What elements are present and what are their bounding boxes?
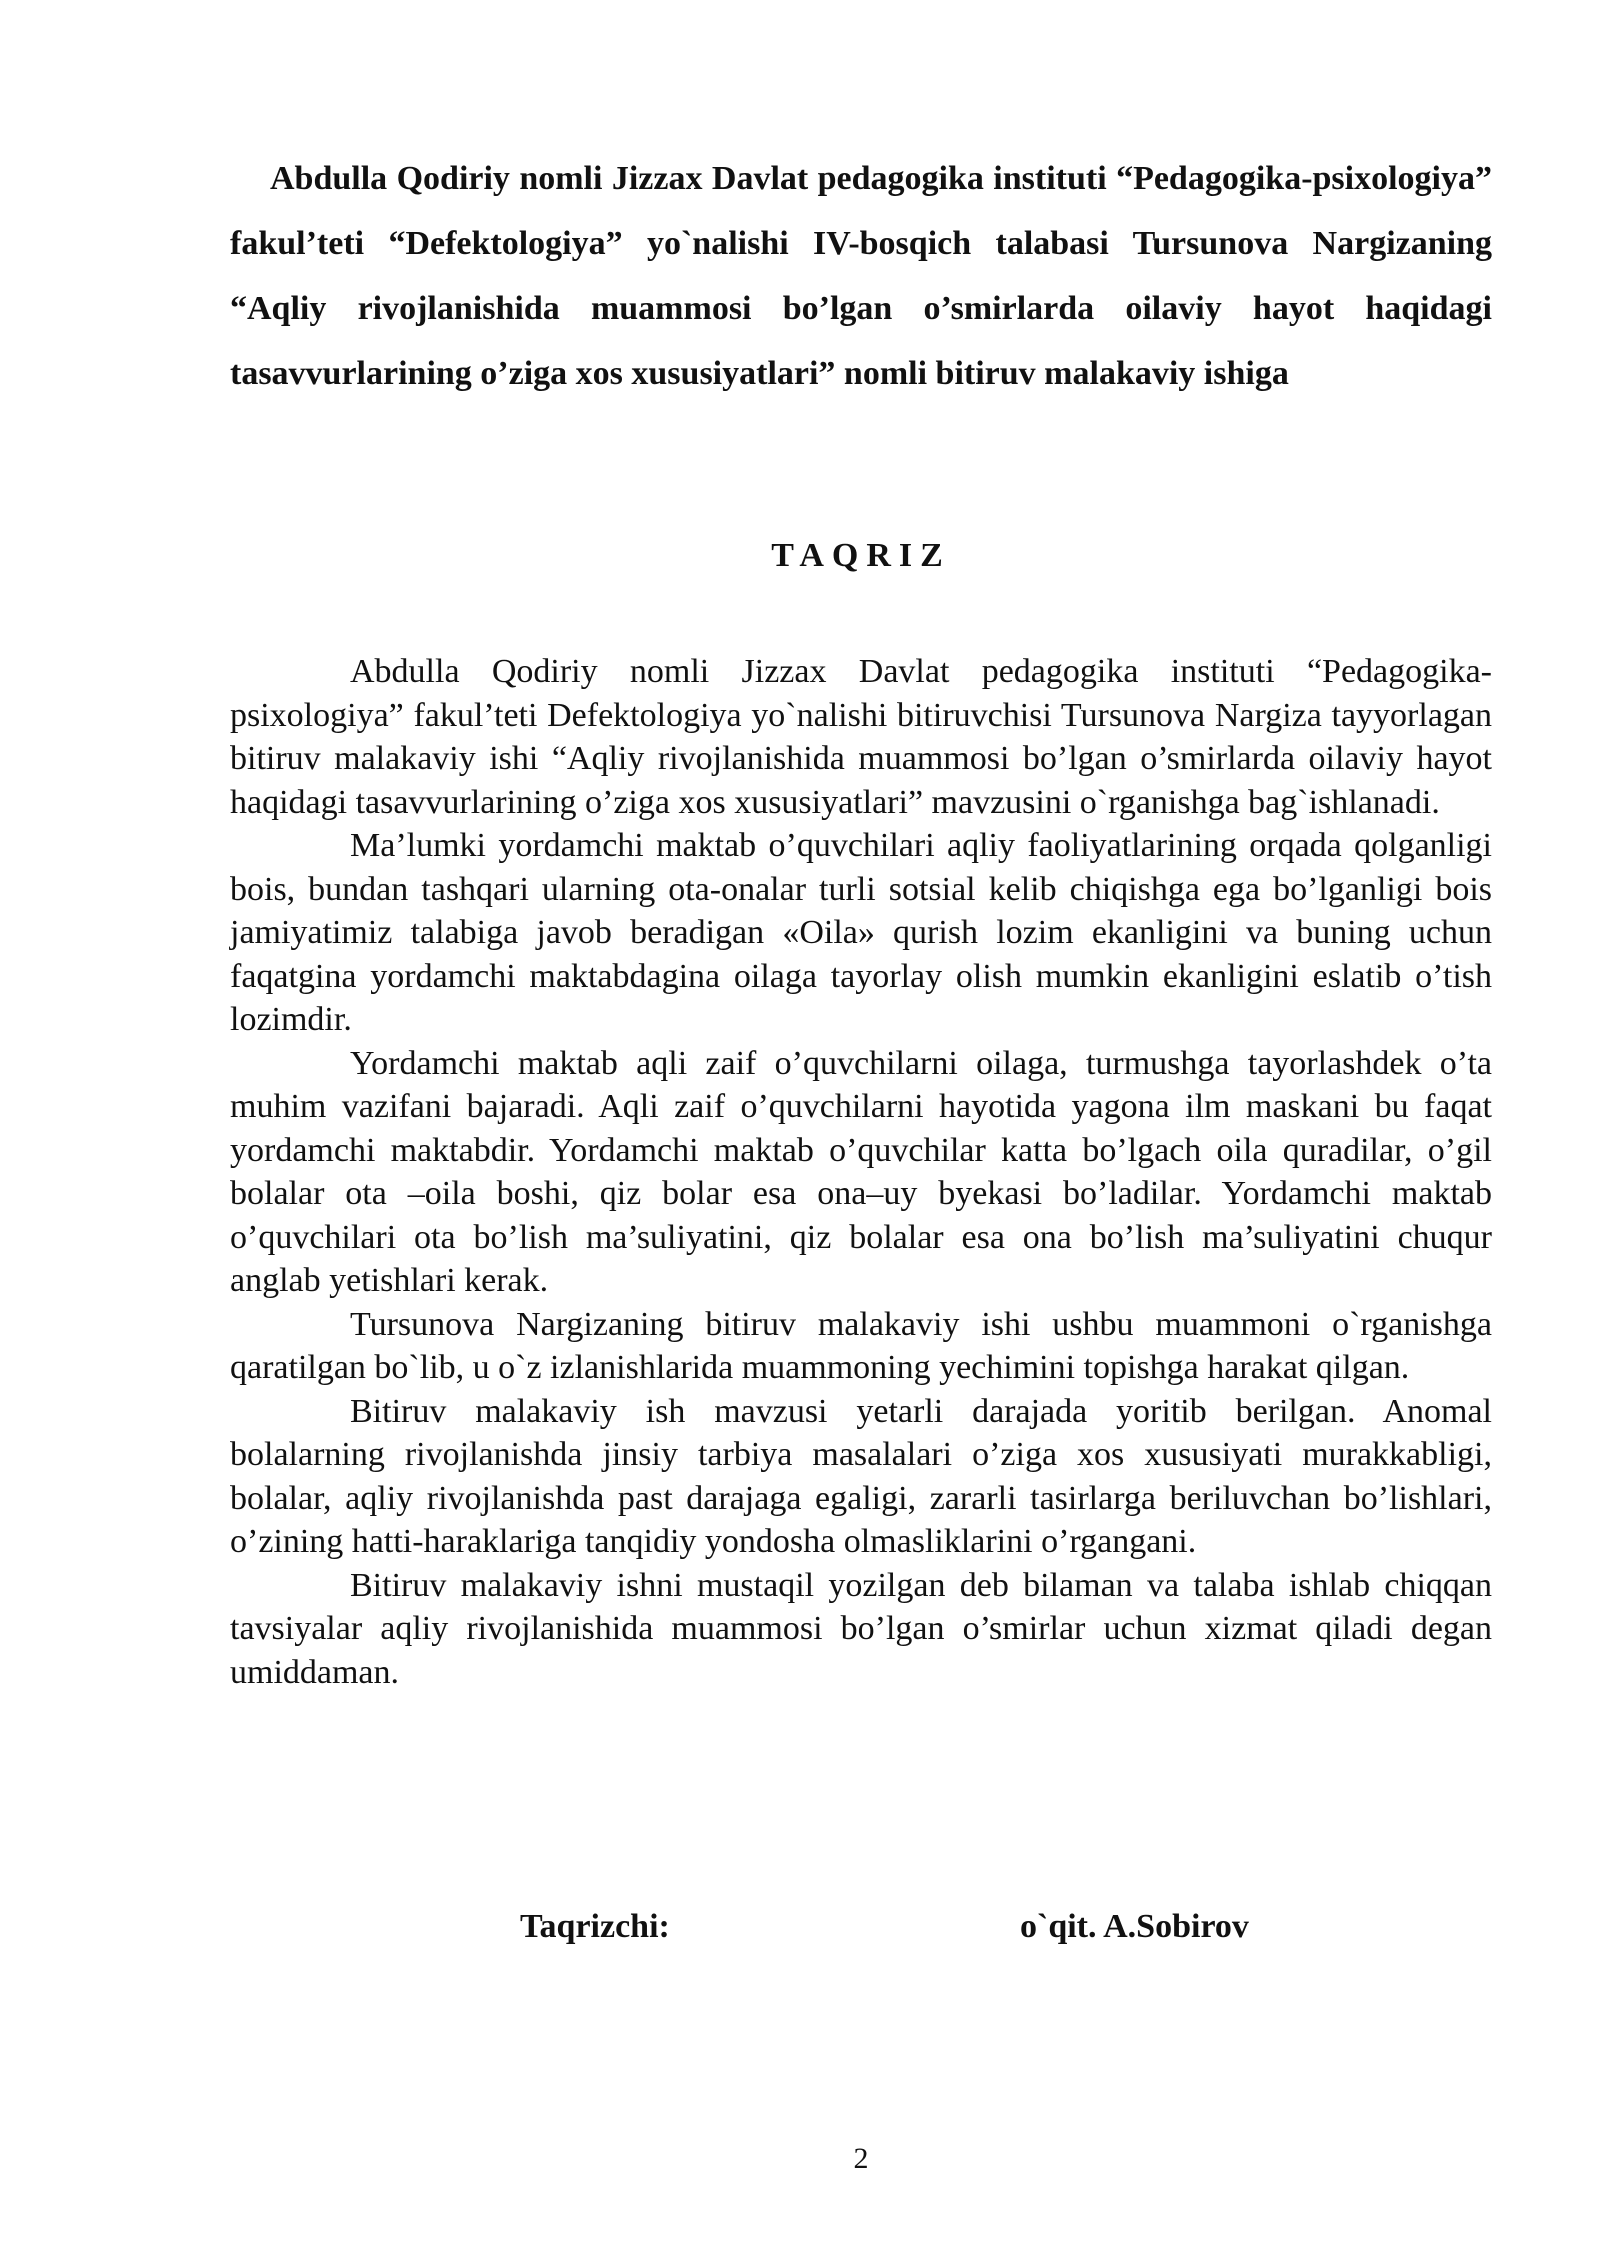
paragraph-4: Tursunova Nargizaning bitiruv malakaviy ishi ushbu muammoni o`rganishga qaratilgan bo`lib, u o`z izlanishlarida muammoning yechimini topishga harakat qilgan. xyxy=(230,1305,1492,1386)
signature-block xyxy=(230,1908,1492,1958)
page-number: 2 xyxy=(853,2142,869,2175)
document-page xyxy=(230,0,1492,2262)
paragraph-3: Yordamchi maktab aqli zaif o’quvchilarni oilaga, turmushga tayorlashdek o’ta muhim vazifani bajaradi. Aqli zaif o’quvchilarni hayotida yagona ilm maskani bu faqat yordamchi maktabdir. Yordamchi maktab o’quvchilar katta bo’lgach oila quradilar, o’gil bolalar ota –oila boshi, qiz bolar esa ona–uy byekasi bo’ladilar. Yordamchi maktab o’quvchilari ota bo’lish ma’suliyatini, qiz bolalar esa ona bo’lish ma’suliyatini chuqur anglab yetishlari kerak. xyxy=(230,1044,1492,1299)
document-heading: Abdulla Qodiriy nomli Jizzax Davlat pedagogika instituti “Pedagogika-psixologiya” fakul’teti “Defektologiya” yo`nalishi IV-bosqich talabasi Tursunova Nargizaning “Aqliy rivojlanishida muammosi bo’lgan o’smirlarda oilaviy hayot haqidagi tasavvurlarining o’ziga xos xususiyatlari” nomli bitiruv malakaviy ishiga xyxy=(230,160,1492,392)
paragraph-6: Bitiruv malakaviy ishni mustaqil yozilgan deb bilaman va talaba ishlab chiqqan tavsiyalar aqliy rivojlanishida muammosi bo’lgan o’smirlar uchun xizmat qiladi degan umiddaman. xyxy=(230,1566,1492,1691)
reviewer-name: o`qit. A.Sobirov xyxy=(1020,1908,1249,1945)
paragraph-2: Ma’lumki yordamchi maktab o’quvchilari aqliy faoliyatlarining orqada qolganligi bois, bundan tashqari ularning ota-onalar turli sotsial kelib chiqishga ega bo’lganligi bois jamiyatimiz talabiga javob beradigan «Oila» qurish lozim ekanligini va buning uchun faqatgina yordamchi maktabdagina oilaga tayorlay olish mumkin ekanligini eslatib o’tish lozimdir. xyxy=(230,827,1492,1038)
document-title: TAQRIZ xyxy=(771,537,951,574)
paragraph-5: Bitiruv malakaviy ish mavzusi yetarli darajada yoritib berilgan. Anomal bolalarning rivojlanishda jinsiy tarbiya masalalari o’ziga xos xususiyati murakkabligi, bolalar, aqliy rivojlanishda past darajaga egaligi, zararli tasirlarga beriluvchan bo’lishlari, o’zining hatti-haraklariga tanqidiy yondosha olmasliklarini o’rgangani. xyxy=(230,1392,1492,1560)
paragraph-1: Abdulla Qodiriy nomli Jizzax Davlat pedagogika instituti “Pedagogika-psixologiya” fakul’teti Defektologiya yo`nalishi bitiruvchisi Tursunova Nargiza tayyorlagan bitiruv malakaviy ishi “Aqliy rivojlanishida muammosi bo’lgan o’smirlarda oilaviy hayot haqidagi tasavvurlarining o’ziga xos xususiyatlari” mavzusini o`rganishga bag`ishlanadi. xyxy=(230,653,1492,821)
reviewer-label: Taqrizchi: xyxy=(520,1908,670,1945)
review-body xyxy=(230,650,1492,1694)
